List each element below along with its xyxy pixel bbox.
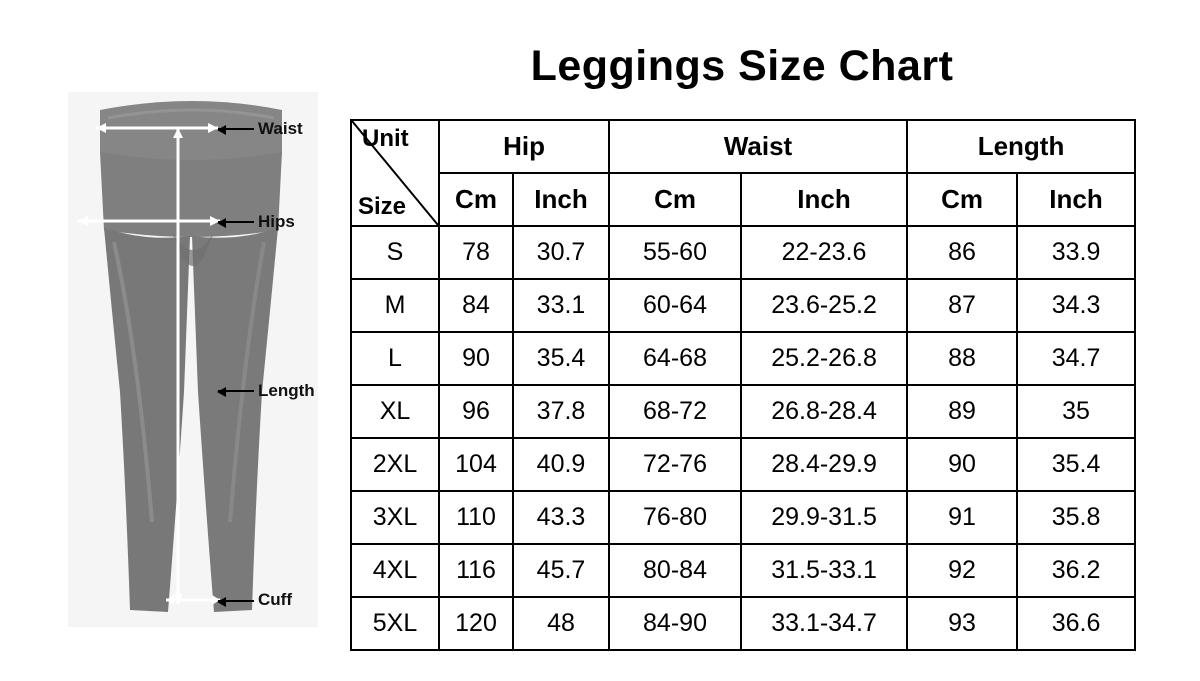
table-header-row-groups [351,120,1135,173]
cell-waist-cm: 60-64 [609,279,741,332]
cell-hip-cm: 116 [439,544,513,597]
cell-waist-inch: 29.9-31.5 [741,491,907,544]
cell-waist-cm: 84-90 [609,597,741,650]
cell-length-cm: 86 [907,226,1017,279]
cell-waist-inch: 25.2-26.8 [741,332,907,385]
cell-hip-inch: 35.4 [513,332,609,385]
table-row [351,226,1135,279]
row-size-label: XL [351,385,439,438]
size-chart-table [350,119,1136,651]
cell-hip-inch: 40.9 [513,438,609,491]
cell-waist-cm: 55-60 [609,226,741,279]
cell-length-inch: 35.4 [1017,438,1135,491]
cell-length-inch: 36.2 [1017,544,1135,597]
cell-waist-inch: 28.4-29.9 [741,438,907,491]
cell-hip-cm: 120 [439,597,513,650]
sub-header-hip-inch: Inch [513,173,609,226]
cell-waist-inch: 31.5-33.1 [741,544,907,597]
cell-length-inch: 36.6 [1017,597,1135,650]
unit-label: Unit [362,125,409,152]
row-size-label: 2XL [351,438,439,491]
waist-callout-arrow-icon [218,128,254,130]
cell-length-inch: 34.7 [1017,332,1135,385]
cell-hip-cm: 78 [439,226,513,279]
cell-hip-inch: 45.7 [513,544,609,597]
cell-hip-inch: 33.1 [513,279,609,332]
sub-header-hip-cm: Cm [439,173,513,226]
cell-length-cm: 90 [907,438,1017,491]
cuff-callout-arrow-icon [218,600,254,602]
cell-waist-cm: 72-76 [609,438,741,491]
cell-waist-inch: 33.1-34.7 [741,597,907,650]
cell-hip-cm: 96 [439,385,513,438]
cell-hip-cm: 110 [439,491,513,544]
row-size-label: M [351,279,439,332]
cell-length-cm: 91 [907,491,1017,544]
cell-waist-cm: 64-68 [609,332,741,385]
cell-waist-cm: 68-72 [609,385,741,438]
cell-length-cm: 89 [907,385,1017,438]
cell-length-inch: 35.8 [1017,491,1135,544]
table-header-row-units [351,173,1135,226]
size-label: Size [358,193,407,220]
sub-header-length-cm: Cm [907,173,1017,226]
table-row [351,279,1135,332]
row-size-label: S [351,226,439,279]
hips-callout-arrow-icon [218,221,254,223]
cell-length-cm: 92 [907,544,1017,597]
cell-hip-inch: 37.8 [513,385,609,438]
cell-waist-inch: 22-23.6 [741,226,907,279]
callout-label-cuff: Cuff [258,590,292,609]
cell-hip-inch: 30.7 [513,226,609,279]
group-header-length: Length [907,120,1135,173]
callout-label-waist: Waist [258,119,303,138]
sub-header-waist-cm: Cm [609,173,741,226]
page-title: Leggings Size Chart [530,42,954,90]
group-header-hip: Hip [439,120,609,173]
size-chart-table-container [350,119,1134,651]
row-size-label: L [351,332,439,385]
sub-header-waist-inch: Inch [741,173,907,226]
cell-hip-cm: 104 [439,438,513,491]
sub-header-length-inch: Inch [1017,173,1135,226]
cell-length-inch: 35 [1017,385,1135,438]
table-row [351,332,1135,385]
callout-label-length: Length [258,381,315,400]
cell-hip-cm: 90 [439,332,513,385]
row-size-label: 5XL [351,597,439,650]
cell-waist-inch: 26.8-28.4 [741,385,907,438]
cell-hip-inch: 43.3 [513,491,609,544]
cell-length-cm: 93 [907,597,1017,650]
table-row [351,597,1135,650]
table-row [351,491,1135,544]
row-size-label: 3XL [351,491,439,544]
cell-length-inch: 33.9 [1017,226,1135,279]
cell-waist-cm: 80-84 [609,544,741,597]
cell-waist-inch: 23.6-25.2 [741,279,907,332]
length-callout-arrow-icon [218,390,254,392]
leggings-figure-icon [68,92,318,627]
table-row [351,438,1135,491]
cell-hip-cm: 84 [439,279,513,332]
cell-hip-inch: 48 [513,597,609,650]
group-header-waist: Waist [609,120,907,173]
callout-label-hips: Hips [258,212,295,231]
table-row [351,544,1135,597]
cell-waist-cm: 76-80 [609,491,741,544]
cell-length-cm: 87 [907,279,1017,332]
cell-length-cm: 88 [907,332,1017,385]
unit-size-corner-cell [351,120,439,226]
cell-length-inch: 34.3 [1017,279,1135,332]
table-row [351,385,1135,438]
row-size-label: 4XL [351,544,439,597]
leggings-illustration [68,92,318,627]
